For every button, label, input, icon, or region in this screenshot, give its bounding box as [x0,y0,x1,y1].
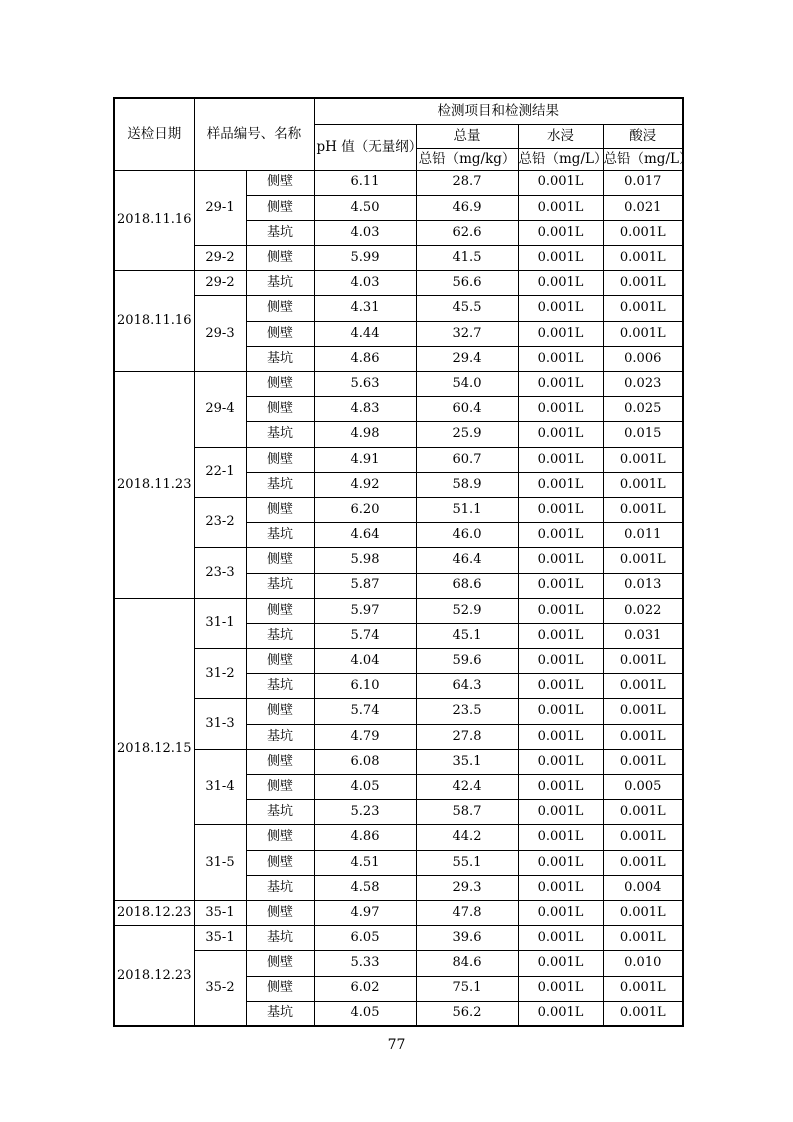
position-cell: 侧壁 [246,296,314,321]
ph-cell: 5.23 [314,800,416,825]
lead-water-cell: 0.001L [518,749,603,774]
ph-cell: 4.86 [314,825,416,850]
ph-cell: 5.74 [314,699,416,724]
ph-cell: 6.08 [314,749,416,774]
lead-total-cell: 58.7 [416,800,518,825]
date-cell: 2018.12.15 [114,598,194,900]
position-cell: 基坑 [246,724,314,749]
date-cell: 2018.12.23 [114,926,194,1027]
lead-water-cell: 0.001L [518,497,603,522]
lead-acid-cell: 0.017 [603,170,683,195]
lead-total-cell: 28.7 [416,170,518,195]
lead-total-cell: 35.1 [416,749,518,774]
position-cell: 侧壁 [246,548,314,573]
lead-total-cell: 68.6 [416,573,518,598]
lead-water-cell: 0.001L [518,422,603,447]
lead-water-cell: 0.001L [518,674,603,699]
ph-cell: 6.11 [314,170,416,195]
table-row [114,271,683,296]
header-ph: pH 值（无量纲） [314,124,416,170]
lead-water-cell: 0.001L [518,220,603,245]
lead-total-cell: 29.4 [416,346,518,371]
table-row [114,296,683,321]
lead-water-cell: 0.001L [518,976,603,1001]
sample-id-cell: 29-1 [194,170,246,246]
lead-water-cell: 0.001L [518,472,603,497]
lead-acid-cell: 0.015 [603,422,683,447]
lead-water-cell: 0.001L [518,825,603,850]
sample-id-cell: 23-3 [194,548,246,598]
lead-total-cell: 84.6 [416,951,518,976]
ph-cell: 4.31 [314,296,416,321]
table-row [114,900,683,925]
ph-cell: 5.63 [314,372,416,397]
sample-id-cell: 29-2 [194,246,246,271]
lead-water-cell: 0.001L [518,926,603,951]
lead-water-cell: 0.001L [518,271,603,296]
table-row [114,951,683,976]
lead-acid-cell: 0.001L [603,976,683,1001]
date-cell: 2018.12.23 [114,900,194,925]
lead-acid-cell: 0.001L [603,674,683,699]
header-lead-total: 总铅（mg/kg） [416,148,518,170]
sample-id-cell: 35-2 [194,951,246,1027]
position-cell: 侧壁 [246,850,314,875]
lead-total-cell: 44.2 [416,825,518,850]
position-cell: 基坑 [246,422,314,447]
table-row [114,649,683,674]
position-cell: 侧壁 [246,976,314,1001]
header-date: 送检日期 [114,98,194,170]
lead-water-cell: 0.001L [518,372,603,397]
position-cell: 基坑 [246,573,314,598]
ph-cell: 4.03 [314,271,416,296]
sample-id-cell: 29-4 [194,372,246,448]
ph-cell: 5.98 [314,548,416,573]
table-row [114,598,683,623]
lead-acid-cell: 0.001L [603,649,683,674]
lead-acid-cell: 0.001L [603,246,683,271]
lead-total-cell: 42.4 [416,775,518,800]
lead-acid-cell: 0.001L [603,220,683,245]
position-cell: 基坑 [246,472,314,497]
lead-total-cell: 56.6 [416,271,518,296]
lead-water-cell: 0.001L [518,523,603,548]
position-cell: 侧壁 [246,699,314,724]
header-row-1 [114,98,683,124]
lead-acid-cell: 0.004 [603,875,683,900]
lead-acid-cell: 0.023 [603,372,683,397]
lead-water-cell: 0.001L [518,951,603,976]
date-cell: 2018.11.23 [114,372,194,599]
lead-acid-cell: 0.001L [603,724,683,749]
position-cell: 基坑 [246,674,314,699]
position-cell: 侧壁 [246,397,314,422]
lead-acid-cell: 0.001L [603,271,683,296]
ph-cell: 4.05 [314,775,416,800]
lead-acid-cell: 0.001L [603,548,683,573]
lead-acid-cell: 0.001L [603,321,683,346]
lead-water-cell: 0.001L [518,246,603,271]
table-row [114,246,683,271]
lead-water-cell: 0.001L [518,346,603,371]
lead-acid-cell: 0.001L [603,472,683,497]
position-cell: 侧壁 [246,372,314,397]
position-cell: 侧壁 [246,825,314,850]
position-cell: 基坑 [246,523,314,548]
ph-cell: 5.99 [314,246,416,271]
lead-acid-cell: 0.022 [603,598,683,623]
date-cell: 2018.11.16 [114,271,194,372]
page-number: 77 [387,1037,406,1053]
position-cell: 侧壁 [246,749,314,774]
lead-water-cell: 0.001L [518,170,603,195]
ph-cell: 4.83 [314,397,416,422]
position-cell: 基坑 [246,800,314,825]
lead-acid-cell: 0.025 [603,397,683,422]
lead-acid-cell: 0.001L [603,497,683,522]
lead-acid-cell: 0.001L [603,850,683,875]
lead-total-cell: 75.1 [416,976,518,1001]
sample-id-cell: 31-5 [194,825,246,901]
lead-water-cell: 0.001L [518,321,603,346]
position-cell: 侧壁 [246,497,314,522]
ph-cell: 4.98 [314,422,416,447]
sample-id-cell: 31-2 [194,649,246,699]
lead-total-cell: 47.8 [416,900,518,925]
lead-acid-cell: 0.005 [603,775,683,800]
table-row [114,825,683,850]
lead-total-cell: 25.9 [416,422,518,447]
ph-cell: 4.03 [314,220,416,245]
lead-total-cell: 60.7 [416,447,518,472]
lead-total-cell: 29.3 [416,875,518,900]
sample-id-cell: 22-1 [194,447,246,497]
lead-total-cell: 62.6 [416,220,518,245]
header-water: 水浸 [518,124,603,148]
lead-water-cell: 0.001L [518,800,603,825]
position-cell: 侧壁 [246,598,314,623]
position-cell: 基坑 [246,1001,314,1026]
lead-total-cell: 45.1 [416,623,518,648]
lead-water-cell: 0.001L [518,623,603,648]
ph-cell: 5.97 [314,598,416,623]
sample-id-cell: 31-4 [194,749,246,825]
position-cell: 侧壁 [246,447,314,472]
ph-cell: 4.91 [314,447,416,472]
ph-cell: 4.97 [314,900,416,925]
lead-total-cell: 58.9 [416,472,518,497]
position-cell: 基坑 [246,271,314,296]
header-lead-acid: 总铅（mg/L） [603,148,683,170]
header-group: 检测项目和检测结果 [314,98,683,124]
lead-acid-cell: 0.001L [603,900,683,925]
lead-acid-cell: 0.001L [603,296,683,321]
lead-acid-cell: 0.006 [603,346,683,371]
position-cell: 基坑 [246,875,314,900]
lead-water-cell: 0.001L [518,195,603,220]
lead-acid-cell: 0.021 [603,195,683,220]
position-cell: 侧壁 [246,951,314,976]
lead-acid-cell: 0.001L [603,800,683,825]
lead-acid-cell: 0.001L [603,447,683,472]
ph-cell: 5.74 [314,623,416,648]
lead-water-cell: 0.001L [518,397,603,422]
ph-cell: 4.86 [314,346,416,371]
lead-water-cell: 0.001L [518,775,603,800]
table-row [114,447,683,472]
ph-cell: 6.20 [314,497,416,522]
lead-acid-cell: 0.001L [603,926,683,951]
position-cell: 侧壁 [246,649,314,674]
lead-total-cell: 46.4 [416,548,518,573]
sample-id-cell: 29-3 [194,296,246,372]
sample-id-cell: 23-2 [194,497,246,547]
lead-water-cell: 0.001L [518,598,603,623]
ph-cell: 4.79 [314,724,416,749]
date-cell: 2018.11.16 [114,170,194,271]
lead-water-cell: 0.001L [518,573,603,598]
lead-total-cell: 64.3 [416,674,518,699]
position-cell: 侧壁 [246,775,314,800]
lead-total-cell: 46.9 [416,195,518,220]
lead-total-cell: 52.9 [416,598,518,623]
lead-total-cell: 23.5 [416,699,518,724]
lead-total-cell: 45.5 [416,296,518,321]
ph-cell: 4.44 [314,321,416,346]
lead-acid-cell: 0.031 [603,623,683,648]
ph-cell: 5.87 [314,573,416,598]
ph-cell: 4.05 [314,1001,416,1026]
lead-acid-cell: 0.001L [603,825,683,850]
lead-total-cell: 51.1 [416,497,518,522]
sample-id-cell: 29-2 [194,271,246,296]
lead-total-cell: 60.4 [416,397,518,422]
ph-cell: 6.02 [314,976,416,1001]
ph-cell: 6.10 [314,674,416,699]
lead-water-cell: 0.001L [518,900,603,925]
lead-water-cell: 0.001L [518,649,603,674]
ph-cell: 4.64 [314,523,416,548]
lead-total-cell: 46.0 [416,523,518,548]
position-cell: 侧壁 [246,900,314,925]
lead-water-cell: 0.001L [518,850,603,875]
lead-total-cell: 32.7 [416,321,518,346]
ph-cell: 4.04 [314,649,416,674]
lead-water-cell: 0.001L [518,875,603,900]
lead-water-cell: 0.001L [518,548,603,573]
lead-acid-cell: 0.001L [603,699,683,724]
ph-cell: 4.92 [314,472,416,497]
ph-cell: 5.33 [314,951,416,976]
lead-total-cell: 56.2 [416,1001,518,1026]
sample-id-cell: 31-3 [194,699,246,749]
header-sample: 样品编号、名称 [194,98,314,170]
lead-acid-cell: 0.010 [603,951,683,976]
header-total: 总量 [416,124,518,148]
lead-acid-cell: 0.011 [603,523,683,548]
ph-cell: 4.51 [314,850,416,875]
lead-water-cell: 0.001L [518,1001,603,1026]
position-cell: 基坑 [246,346,314,371]
lead-total-cell: 55.1 [416,850,518,875]
position-cell: 侧壁 [246,170,314,195]
position-cell: 基坑 [246,220,314,245]
sample-id-cell: 35-1 [194,900,246,925]
lead-total-cell: 54.0 [416,372,518,397]
ph-cell: 4.58 [314,875,416,900]
lead-acid-cell: 0.001L [603,1001,683,1026]
sample-id-cell: 31-1 [194,598,246,648]
table-row [114,548,683,573]
position-cell: 侧壁 [246,321,314,346]
lead-acid-cell: 0.001L [603,749,683,774]
table-row [114,170,683,195]
sample-id-cell: 35-1 [194,926,246,951]
lead-water-cell: 0.001L [518,699,603,724]
table-row [114,926,683,951]
lead-total-cell: 41.5 [416,246,518,271]
header-lead-water: 总铅（mg/L） [518,148,603,170]
position-cell: 侧壁 [246,195,314,220]
ph-cell: 6.05 [314,926,416,951]
lead-total-cell: 27.8 [416,724,518,749]
table-row [114,749,683,774]
header-acid: 酸浸 [603,124,683,148]
table-row [114,372,683,397]
ph-cell: 4.50 [314,195,416,220]
lead-water-cell: 0.001L [518,724,603,749]
lead-water-cell: 0.001L [518,296,603,321]
lead-water-cell: 0.001L [518,447,603,472]
position-cell: 基坑 [246,623,314,648]
lead-test-results-table [113,97,693,1027]
position-cell: 侧壁 [246,246,314,271]
table-row [114,497,683,522]
lead-total-cell: 59.6 [416,649,518,674]
lead-acid-cell: 0.013 [603,573,683,598]
table-row [114,699,683,724]
lead-total-cell: 39.6 [416,926,518,951]
position-cell: 基坑 [246,926,314,951]
